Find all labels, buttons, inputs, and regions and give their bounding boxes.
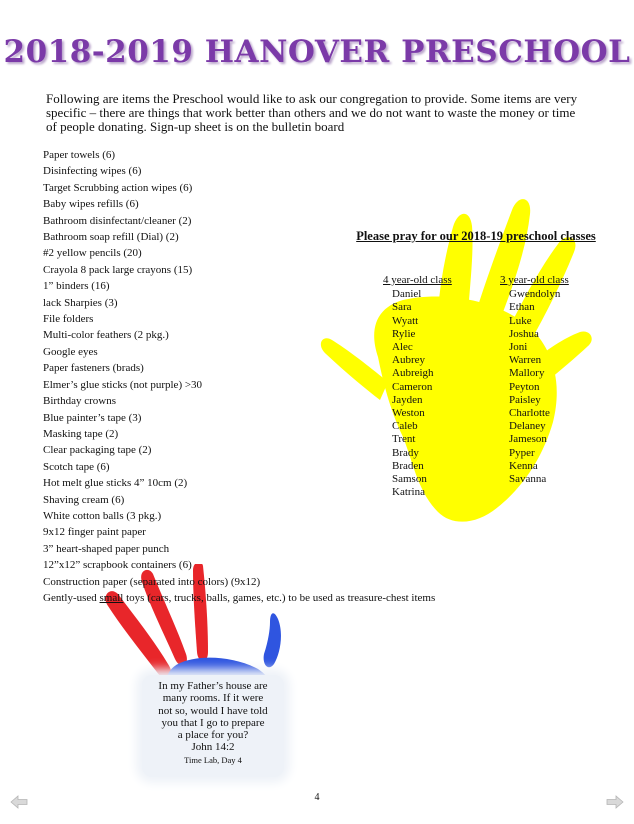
- list-item: lack Sharpies (3): [43, 296, 118, 309]
- list-item: Shaving cream (6): [43, 493, 125, 506]
- supply-list: [43, 147, 435, 606]
- list-item: Rylie: [392, 327, 416, 340]
- verse-line: you that I go to prepare: [161, 716, 265, 729]
- three-year-class-header: 3 year-old class: [500, 274, 569, 286]
- list-item: Scotch tape (6): [43, 460, 110, 473]
- list-item: Brady: [392, 446, 419, 459]
- list-item: Pyper: [509, 446, 535, 459]
- list-item: 1” binders (16): [43, 280, 110, 293]
- list-item: Katrina: [392, 486, 425, 499]
- list-item: Joni: [509, 341, 528, 354]
- list-item: Aubreigh: [392, 367, 434, 380]
- list-item: Cameron: [392, 380, 433, 393]
- list-item: Aubrey: [392, 354, 425, 367]
- four-year-class-header: 4 year-old class: [383, 274, 452, 286]
- list-item: Crayola 8 pack large crayons (15): [43, 263, 193, 276]
- verse-reference: John 14:2: [191, 741, 235, 754]
- list-item: Ethan: [509, 301, 535, 314]
- left-arrow-icon[interactable]: [10, 795, 28, 809]
- toys-text-before: Gently-used: [43, 591, 100, 604]
- list-item: Elmer’s glue sticks (not purple) >30: [43, 378, 203, 391]
- list-item: Delaney: [509, 420, 546, 433]
- intro-paragraph: Following are items the Preschool would like to ask our congregation to provide. Some items are very specific – there are things that work better than others and we do not want to waste the money or time of people donating. Sign-up sheet is on the bulletin board: [46, 91, 578, 134]
- verse-line: not so, would I have told: [158, 704, 268, 717]
- verse-line: a place for you?: [177, 729, 249, 742]
- list-item: Target Scrubbing action wipes (6): [43, 181, 193, 194]
- list-item: Samson: [392, 473, 427, 486]
- list-item: Caleb: [392, 420, 418, 433]
- verse-line: In my Father’s house are: [158, 680, 268, 692]
- page-title: 2018-2019 HANOVER PRESCHOOL: [3, 34, 631, 70]
- list-item: Jameson: [509, 433, 547, 446]
- toys-text-underlined: small: [99, 591, 124, 604]
- scripture-verse: [142, 680, 284, 766]
- list-item: Multi-color feathers (2 pkg.): [43, 329, 169, 342]
- list-item: Disinfecting wipes (6): [43, 165, 142, 178]
- list-item: Construction paper (separated into colors) (9x12): [43, 575, 261, 588]
- list-item: Daniel: [392, 288, 422, 301]
- list-item: Braden: [392, 459, 424, 472]
- list-item: Weston: [392, 407, 425, 420]
- list-item: Mallory: [509, 367, 545, 380]
- list-item: Hot melt glue sticks 4” 10cm (2): [43, 477, 188, 490]
- prayer-heading: Please pray for our 2018-19 preschool classes: [356, 229, 596, 243]
- three-year-class-list: [500, 274, 569, 486]
- list-item: 3” heart-shaped paper punch: [43, 542, 170, 555]
- list-item: 12”x12” scrapbook containers (6): [43, 559, 192, 572]
- list-item: Peyton: [509, 380, 540, 393]
- list-item: Luke: [509, 314, 532, 327]
- list-item: Joshua: [509, 327, 539, 340]
- list-item: Paper towels (6): [43, 149, 116, 161]
- verse-line: many rooms. If it were: [162, 692, 264, 705]
- list-item: Baby wipes refills (6): [43, 198, 139, 211]
- list-item: #2 yellow pencils (20): [43, 247, 142, 260]
- list-item: Wyatt: [392, 314, 419, 327]
- list-item: Savanna: [509, 473, 547, 486]
- list-item: Bathroom disinfectant/cleaner (2): [43, 214, 192, 227]
- list-item: Paper fasteners (brads): [43, 362, 144, 375]
- list-item: Birthday crowns: [43, 395, 117, 408]
- list-item: Paisley: [509, 393, 541, 406]
- list-item: Trent: [392, 433, 416, 446]
- list-item: Blue painter’s tape (3): [43, 411, 142, 424]
- list-item: Clear packaging tape (2): [43, 444, 152, 457]
- list-item-toys: [43, 590, 435, 606]
- list-item: Charlotte: [509, 407, 550, 420]
- list-item: Kenna: [509, 459, 538, 472]
- list-item: Sara: [392, 301, 412, 314]
- list-item: Gwendolyn: [509, 288, 561, 301]
- four-year-class-list: [383, 274, 452, 499]
- list-item: 9x12 finger paint paper: [43, 526, 146, 539]
- list-item: Alec: [392, 341, 413, 354]
- toys-text-after: toys (cars, trucks, balls, games, etc.) to be used as treasure-chest items: [123, 591, 436, 604]
- list-item: File folders: [43, 313, 94, 326]
- right-arrow-icon[interactable]: [606, 795, 624, 809]
- list-item: Masking tape (2): [43, 427, 119, 440]
- verse-source: Time Lab, Day 4: [184, 754, 242, 765]
- list-item: White cotton balls (3 pkg.): [43, 509, 162, 522]
- list-item: Warren: [509, 354, 542, 367]
- page-number: 4: [314, 792, 320, 803]
- list-item: Bathroom soap refill (Dial) (2): [43, 231, 179, 244]
- list-item: Google eyes: [43, 345, 98, 358]
- list-item: Jayden: [392, 393, 423, 406]
